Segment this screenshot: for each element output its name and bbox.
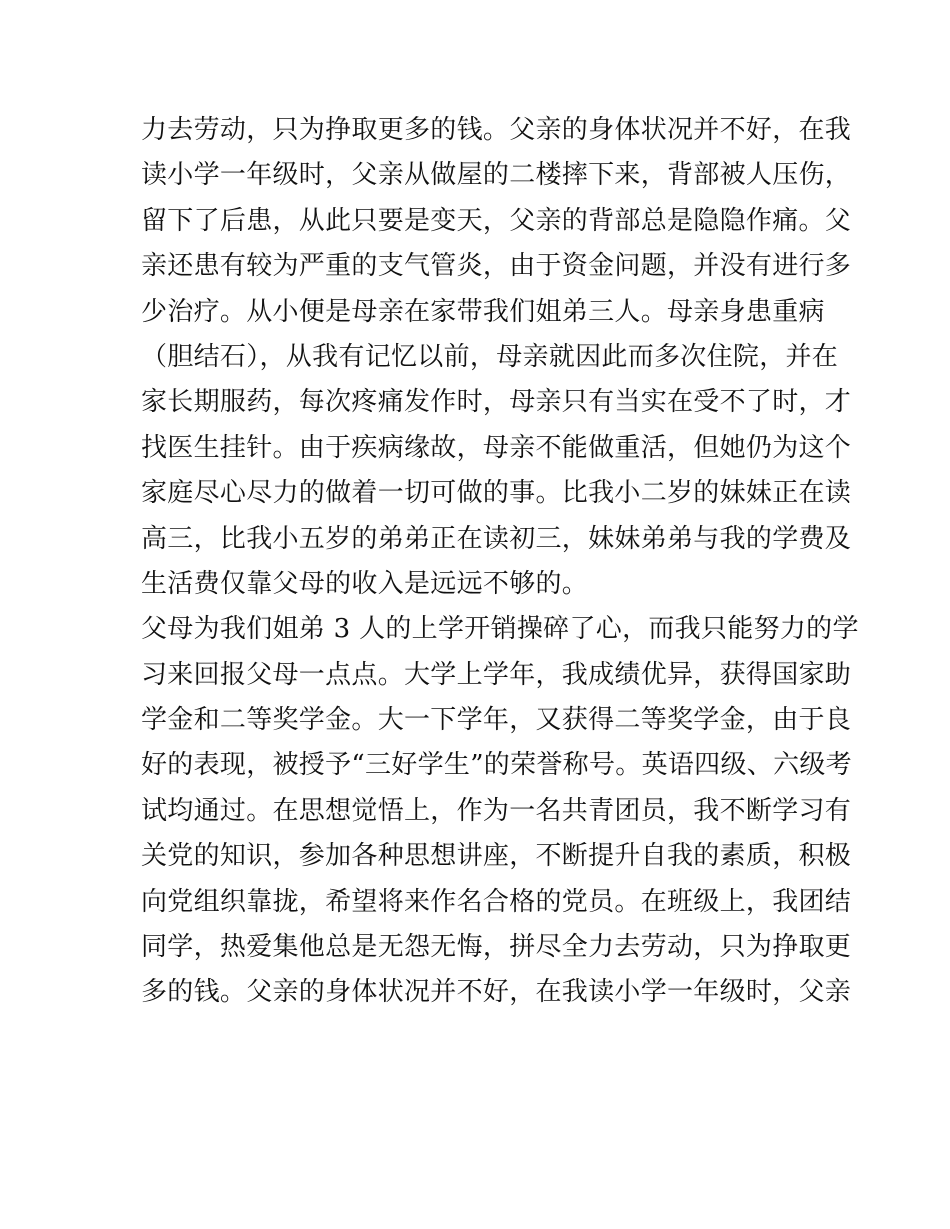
text-line: 关党的知识，参加各种思想讲座，不断提升自我的素质，积极 bbox=[141, 841, 852, 872]
text-line: 少治疗。从小便是母亲在家带我们姐弟三人。母亲身患重病 bbox=[141, 296, 825, 327]
text-line: 习来回报父母一点点。大学上学年，我成绩优异，获得国家助 bbox=[141, 659, 852, 690]
text-line: 读小学一年级时，父亲从做屋的二楼摔下来，背部被人压伤， bbox=[141, 160, 852, 191]
text-line: 找医生挂针。由于疾病缘故，母亲不能做重活，但她仍为这个 bbox=[141, 432, 852, 463]
text-line: （胆结石），从我有记忆以前，母亲就因此而多次住院，并在 bbox=[141, 341, 839, 372]
text-line: 向党组织靠拢，希望将来作名合格的党员。在班级上，我团结 bbox=[141, 886, 852, 917]
text-line: 好的表现，被授予“三好学生”的荣誉称号。英语四级、六级考 bbox=[141, 750, 852, 781]
text-line: 父母为我们姐弟 3 人的上学开销操碎了心，而我只能努力的学 bbox=[141, 614, 859, 645]
text-line: 同学，热爱集他总是无怨无悔，拼尽全力去劳动，只为挣取更 bbox=[141, 932, 852, 963]
body-text bbox=[141, 108, 859, 1016]
text-line: 学金和二等奖学金。大一下学年，又获得二等奖学金，由于良 bbox=[141, 705, 852, 736]
text-line: 多的钱。父亲的身体状况并不好，在我读小学一年级时，父亲 bbox=[141, 977, 852, 1008]
text-line: 试均通过。在思想觉悟上，作为一名共青团员，我不断学习有 bbox=[141, 795, 852, 826]
text-line: 亲还患有较为严重的支气管炎，由于资金问题，并没有进行多 bbox=[141, 251, 852, 282]
text-line: 留下了后患，从此只要是变天，父亲的背部总是隐隐作痛。父 bbox=[141, 205, 852, 236]
text-line: 力去劳动，只为挣取更多的钱。父亲的身体状况并不好，在我 bbox=[141, 115, 852, 145]
text-line: 高三，比我小五岁的弟弟正在读初三，妹妹弟弟与我的学费及 bbox=[141, 523, 852, 554]
text-line: 家庭尽心尽力的做着一切可做的事。比我小二岁的妹妹正在读 bbox=[141, 478, 852, 509]
text-line: 家长期服药，每次疼痛发作时，母亲只有当实在受不了时，才 bbox=[141, 387, 852, 418]
text-line: 生活费仅靠父母的收入是远远不够的。 bbox=[141, 568, 589, 599]
